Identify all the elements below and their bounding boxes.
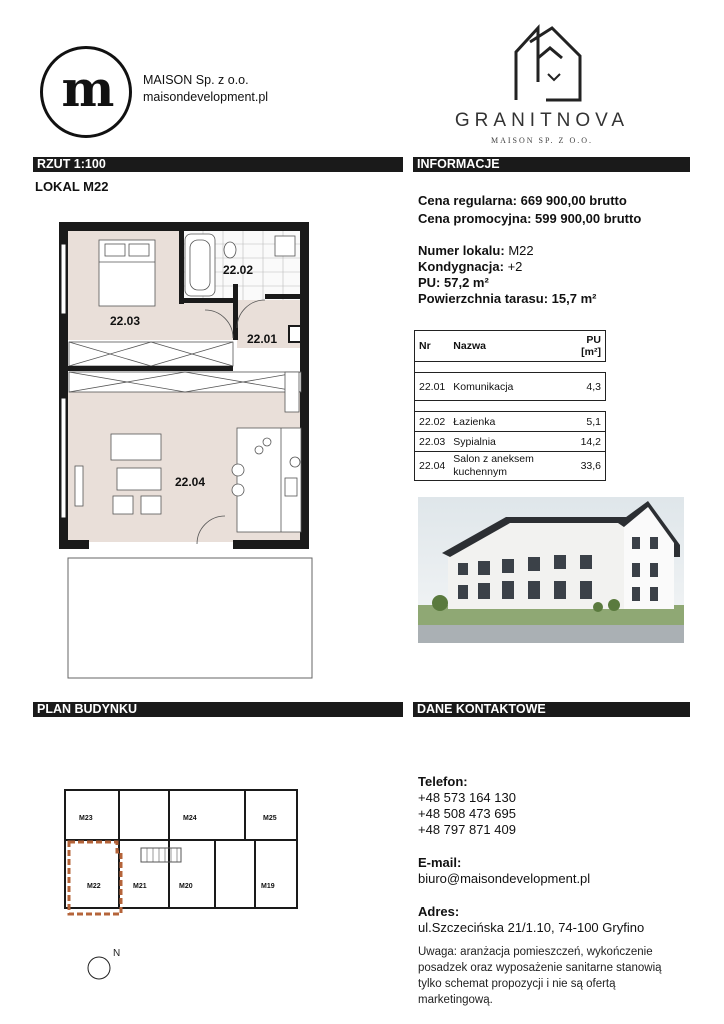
building-plan — [55, 780, 305, 995]
unit-number-value: M22 — [508, 243, 534, 258]
unit-label: M20 — [179, 883, 193, 890]
unit-label: M22 — [87, 883, 101, 890]
promo-price-label: Cena promocyjna: — [418, 211, 532, 226]
maison-logo-mark: m — [61, 59, 111, 118]
unit-label: M19 — [261, 883, 275, 890]
unit-m22-highlight — [69, 842, 121, 914]
regular-price-value: 669 900,00 brutto — [520, 193, 627, 208]
granitnova-house-logo — [500, 22, 592, 104]
disclaimer-note: Uwaga: aranżacja pomieszczeń, wykończenie posadzek oraz wyposażenie sanitarne stanowią tylko schemat propozycji i nie są ofertą marketingową. — [418, 946, 662, 1006]
floor-value: +2 — [507, 259, 523, 274]
floor-row — [418, 259, 522, 274]
table-row — [415, 412, 606, 432]
section-title-plan: RZUT 1:100 — [37, 157, 106, 171]
section-bar-contact — [413, 702, 690, 717]
section-title-contact: DANE KONTAKTOWE — [417, 702, 546, 716]
phone-number[interactable]: +48 508 473 695 — [418, 806, 516, 821]
brand-subtitle: MAISON SP. Z O.O. — [490, 136, 593, 145]
table-row — [415, 432, 606, 452]
phone-number[interactable]: +48 573 164 130 — [418, 790, 516, 805]
table-row — [415, 373, 606, 401]
table-cell-nr: 22.04 — [415, 452, 450, 481]
rooms-table — [414, 330, 606, 481]
unit-label: M21 — [133, 883, 147, 890]
hall-column — [289, 326, 301, 342]
table-cell-nr: 22.01 — [415, 373, 450, 401]
pu-row — [418, 275, 489, 290]
section-bar-info — [413, 157, 690, 172]
section-title-building: PLAN BUDYNKU — [37, 702, 137, 716]
building-render — [418, 497, 684, 643]
section-bar-plan — [33, 157, 403, 172]
table-cell-name: Salon z aneksem kuchennym — [449, 452, 566, 481]
brand-name: GRANITNOVA — [454, 110, 630, 131]
regular-price-row — [418, 193, 627, 208]
promo-price-row — [418, 211, 641, 226]
unit-label: M23 — [79, 815, 93, 822]
table-cell-pu: 5,1 — [566, 412, 606, 432]
label-22-02: 22.02 — [223, 263, 254, 277]
address-label: Adres: — [418, 904, 460, 919]
wardrobe-wall — [67, 366, 233, 371]
bed — [99, 240, 155, 306]
unit-label: M24 — [183, 815, 197, 822]
maison-logo — [40, 46, 132, 138]
label-22-01: 22.01 — [247, 332, 278, 346]
label-22-03: 22.03 — [110, 314, 141, 328]
floor-label: Kondygnacja: — [418, 259, 504, 274]
terrace — [68, 558, 312, 678]
table-header-pu: PU [m²] — [566, 331, 606, 362]
unit-number-label: Numer lokalu: — [418, 243, 505, 258]
table-cell-nr: 22.03 — [415, 432, 450, 452]
table-cell-pu: 4,3 — [566, 373, 606, 401]
table-cell-pu: 33,6 — [566, 452, 606, 481]
address-value: ul.Szczecińska 21/1.10, 74-100 Gryfino — [418, 920, 645, 935]
table-cell-pu: 14,2 — [566, 432, 606, 452]
compass-icon — [88, 948, 120, 979]
lokal-title: LOKAL M22 — [35, 179, 109, 194]
table-header-row — [415, 331, 606, 362]
section-bar-building — [33, 702, 403, 717]
company-name: MAISON Sp. z o.o. — [143, 73, 249, 87]
table-header-nr: Nr — [415, 331, 450, 362]
table-header-name: Nazwa — [449, 331, 566, 362]
email-link[interactable]: biuro@maisondevelopment.pl — [418, 871, 591, 886]
phone-label: Telefon: — [418, 774, 468, 789]
regular-price-label: Cena regularna: — [418, 193, 517, 208]
phone-number[interactable]: +48 797 871 409 — [418, 822, 516, 837]
table-cell-name: Komunikacja — [449, 373, 566, 401]
table-row — [415, 452, 606, 481]
table-cell-name: Łazienka — [449, 412, 566, 432]
unit-label: M25 — [263, 815, 277, 822]
company-info — [143, 72, 268, 106]
pu-label: PU: — [418, 275, 441, 290]
terrace-label: Powierzchnia tarasu: — [418, 291, 549, 306]
pu-value: 57,2 m² — [444, 275, 489, 290]
terrace-row — [418, 291, 596, 306]
promo-price-value: 599 900,00 brutto — [535, 211, 642, 226]
company-website[interactable]: maisondevelopment.pl — [143, 90, 269, 104]
compass-label: N — [113, 948, 121, 959]
floor-plan — [55, 222, 325, 682]
table-cell-nr: 22.02 — [415, 412, 450, 432]
section-title-info: INFORMACJE — [417, 157, 500, 171]
terrace-value: 15,7 m² — [551, 291, 597, 306]
email-label: E-mail: — [418, 855, 462, 870]
table-cell-name: Sypialnia — [449, 432, 566, 452]
unit-number-row — [418, 243, 534, 258]
label-22-04: 22.04 — [175, 475, 206, 489]
